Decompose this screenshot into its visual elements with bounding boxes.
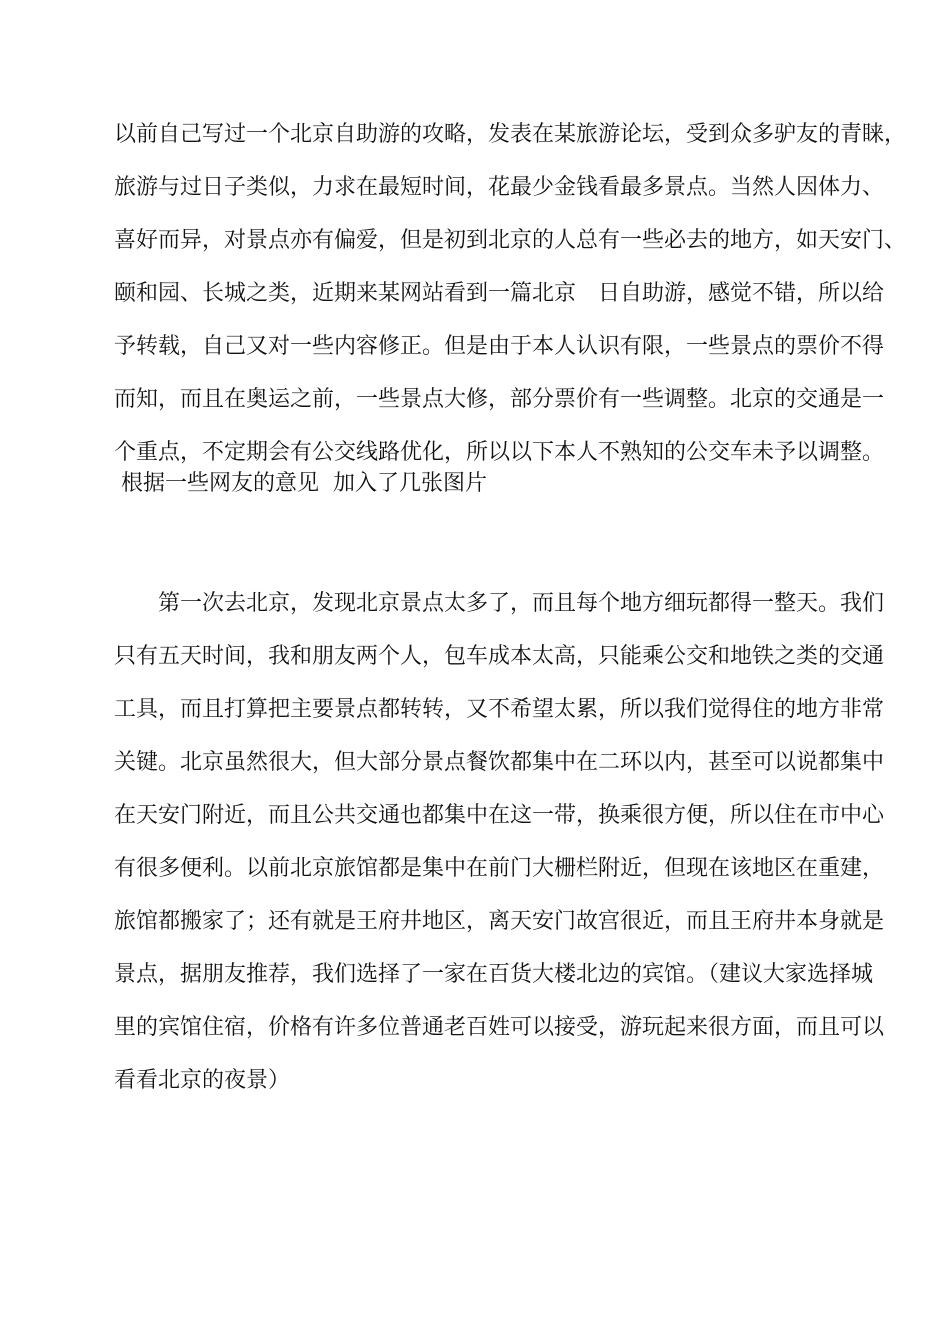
paragraph-line: 予转载，自己又对一些内容修正。但是由于本人认识有限，一些景点的票价不得 [114, 334, 885, 359]
paragraph-line: 根据一些网友的意见 加入了几张图片 [114, 471, 487, 496]
paragraph-line: 有很多便利。以前北京旅馆都是集中在前门大栅栏附近，但现在该地区在重建， [114, 856, 885, 881]
paragraph-line: 旅游与过日子类似，力求在最短时间，花最少金钱看最多景点。当然人因体力、 [114, 175, 885, 200]
paragraph-line: 第一次去北京，发现北京景点太多了，而且每个地方细玩都得一整天。我们 [114, 591, 885, 616]
paragraph-line: 只有五天时间，我和朋友两个人，包车成本太高，只能乘公交和地铁之类的交通 [114, 644, 885, 669]
paragraph-line: 景点，据朋友推荐，我们选择了一家在百货大楼北边的宾馆。（建议大家选择城 [114, 962, 874, 987]
paragraph-line: 里的宾馆住宿，价格有许多位普通老百姓可以接受，游玩起来很方面，而且可以 [114, 1015, 885, 1040]
paragraph-line: 工具，而且打算把主要景点都转转，又不希望太累，所以我们觉得住的地方非常 [114, 697, 885, 722]
paragraph-line: 而知，而且在奥运之前，一些景点大修，部分票价有一些调整。北京的交通是一 [114, 387, 885, 412]
paragraph-line: 旅馆都搬家了；还有就是王府井地区，离天安门故宫很近，而且王府井本身就是 [114, 909, 885, 934]
paragraph-line: 在天安门附近，而且公共交通也都集中在这一带，换乘很方便，所以住在市中心 [114, 803, 885, 828]
paragraph-line: 关键。北京虽然很大，但大部分景点餐饮都集中在二环以内，甚至可以说都集中 [114, 750, 885, 775]
paragraph-line: 颐和园、长城之类，近期来某网站看到一篇北京 日自助游，感觉不错，所以给 [114, 281, 885, 306]
paragraph-line: 以前自己写过一个北京自助游的攻略，发表在某旅游论坛，受到众多驴友的青睐， [114, 122, 907, 147]
paragraph-line: 喜好而异，对景点亦有偏爱，但是初到北京的人总有一些必去的地方，如天安门、 [114, 228, 907, 253]
paragraph-line: 个重点，不定期会有公交线路优化，所以以下本人不熟知的公交车未予以调整。 [114, 440, 885, 465]
paragraph-line: 看看北京的夜景） [114, 1068, 291, 1093]
